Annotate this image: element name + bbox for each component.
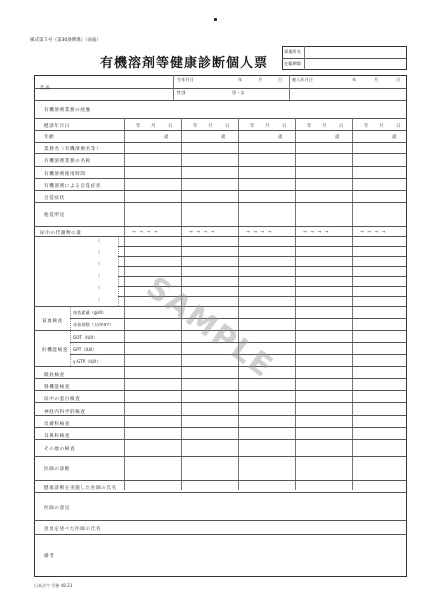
current-work-label: 業務名（有機溶剤名等） — [44, 147, 102, 152]
col5-year: 年 — [364, 124, 369, 129]
month-unit: 月 — [258, 77, 263, 82]
sample-watermark: SAMPLE — [139, 270, 280, 386]
name-label: 氏名 — [40, 86, 51, 91]
year-unit: 年 — [238, 77, 243, 82]
unit-marker-2: （ — [96, 250, 101, 255]
hire-year: 年 — [352, 77, 357, 82]
org-name-label: 有機溶剤業務の名称 — [44, 159, 91, 164]
col5-month: 月 — [379, 124, 384, 129]
col4-day: 日 — [339, 124, 344, 129]
col3-year: 年 — [250, 124, 255, 129]
urine-test-label: 尿中の蛋白検査 — [44, 397, 81, 402]
col1-arrows: → → → → — [132, 230, 159, 235]
col2-arrows: → → → → — [189, 230, 216, 235]
col1-month: 月 — [151, 124, 156, 129]
kidney-label: 腎機能検査 — [44, 385, 70, 390]
col2-month: 月 — [208, 124, 213, 129]
hire-month: 月 — [374, 77, 379, 82]
liver-label: 肝機能検査 — [42, 348, 68, 353]
footer-code: 日本法令 労務 48-23 — [34, 583, 73, 588]
rbc-label: 赤血球数（万/mm³） — [73, 322, 114, 327]
opinion-label: 医師の意見 — [44, 506, 70, 511]
hb-label: 血色素量（g/dl） — [73, 310, 107, 315]
doctor-name-label: 健康診断を実施した医師の氏名 — [44, 486, 117, 491]
unit-marker-1: （ — [96, 238, 101, 243]
symptom-label: 自覚症状 — [44, 196, 65, 201]
sex-values: 男・女 — [232, 90, 245, 95]
col4-year: 年 — [307, 124, 312, 129]
opinion-doctor-label: 意見を述べた医師の氏名 — [44, 527, 102, 532]
col2-age: 歳 — [221, 135, 226, 140]
got-label: GOT（IU/l） — [73, 335, 98, 340]
hire-day: 日 — [396, 77, 401, 82]
col5-arrows: → → → → — [360, 230, 387, 235]
unit-marker-6: （ — [96, 297, 101, 302]
hire-date-label: 雇入年月日 — [292, 77, 313, 82]
col2-day: 日 — [225, 124, 230, 129]
col4-arrows: → → → → — [303, 230, 330, 235]
doctor-dx-label: 医師の診断 — [44, 467, 70, 472]
exposure-label: 有機溶剤による自覚症状 — [44, 184, 102, 189]
page-title: 有機溶剤等健康診断個人票 — [100, 56, 269, 71]
col2-year: 年 — [193, 124, 198, 129]
eye-label: 眼底検査 — [44, 373, 65, 378]
history-label: 有機溶剤業務の経歴 — [44, 108, 91, 113]
unit-marker-4: （ — [96, 273, 101, 278]
dot-mark — [214, 18, 217, 21]
exam-date-label: 健診年月日 — [44, 124, 70, 129]
col5-day: 日 — [396, 124, 401, 129]
form-label: 様式第５号（第30条関係）（表面） — [30, 38, 101, 43]
remarks-label: 備考 — [44, 554, 55, 559]
hours-label: 有機溶剤使用時間 — [44, 172, 86, 177]
office-label: 事業所名 — [284, 49, 301, 54]
age-label: 年齢 — [44, 135, 55, 140]
col1-age: 歳 — [164, 135, 169, 140]
col1-year: 年 — [136, 124, 141, 129]
ggt-label: γ-GTP（IU/l） — [73, 359, 101, 364]
birth-label: 生年月日 — [177, 77, 194, 82]
skin-label: 皮膚科検査 — [44, 422, 70, 427]
col3-arrows: → → → → — [246, 230, 273, 235]
col3-day: 日 — [282, 124, 287, 129]
col4-month: 月 — [322, 124, 327, 129]
period-label: 在籍期間 — [284, 61, 301, 66]
sex-label: 性別 — [177, 90, 186, 95]
day-unit: 日 — [278, 77, 283, 82]
ent-label: 耳鼻科検査 — [44, 434, 70, 439]
col5-age: 歳 — [392, 135, 397, 140]
gpt-label: GPT（IU/l） — [73, 347, 97, 352]
blood-label: 貧血検査 — [42, 319, 63, 324]
nerve-label: 神経内科学的検査 — [44, 410, 86, 415]
finding-label: 他覚所見 — [44, 213, 65, 218]
unit-marker-5: （ — [96, 285, 101, 290]
unit-marker-3: （ — [96, 261, 101, 266]
col4-age: 歳 — [335, 135, 340, 140]
urine-label: 尿中の代謝物の量 — [40, 231, 82, 236]
other-exam-label: その他の検査 — [44, 447, 76, 452]
col1-day: 日 — [168, 124, 173, 129]
col3-month: 月 — [265, 124, 270, 129]
col3-age: 歳 — [278, 135, 283, 140]
